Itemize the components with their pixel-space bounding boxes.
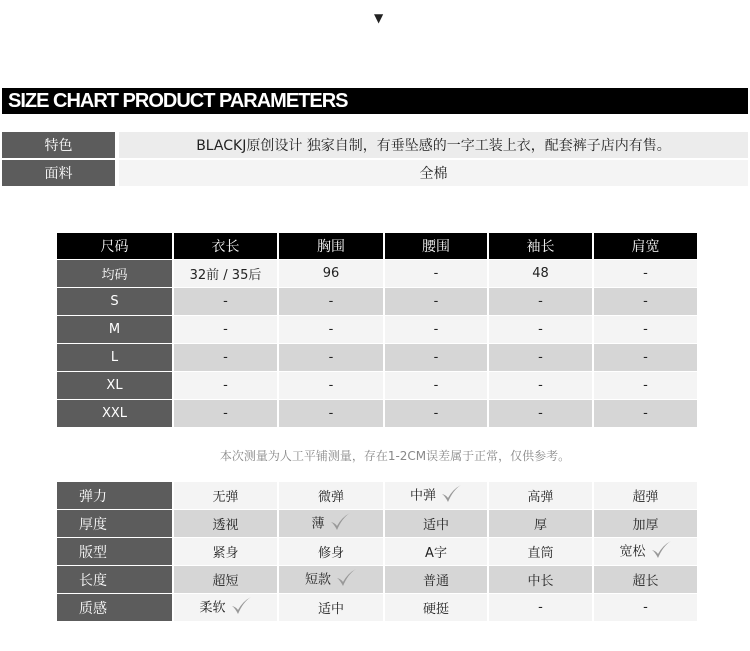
table-cell: -: [384, 316, 488, 344]
attribute-option: [173, 566, 278, 594]
table-cell: -: [173, 288, 278, 316]
attribute-option: [488, 538, 593, 566]
checkmark-icon: [650, 540, 672, 564]
info-value: BLACKJ原创设计 独家自制，有垂坠感的一字工装上衣，配套裤子店内有售。: [117, 132, 748, 159]
attribute-option: [173, 594, 278, 622]
option-text: 普通: [422, 574, 449, 589]
attribute-label: 弹力: [57, 482, 173, 510]
table-cell: -: [593, 316, 697, 344]
info-label: 面料: [2, 159, 117, 187]
attribute-option: [488, 510, 593, 538]
attribute-option: [488, 482, 593, 510]
size-label: XXL: [57, 400, 173, 428]
table-cell: -: [593, 344, 697, 372]
table-cell: -: [173, 372, 278, 400]
attribute-option: [173, 482, 278, 510]
checkmark-icon: [230, 596, 252, 620]
measurement-note: 本次测量为人工平铺测量，存在1-2CM误差属于正常，仅供参考。: [219, 449, 571, 463]
option-text: -: [643, 600, 648, 615]
attribute-row: [57, 538, 697, 566]
option-text: 短款: [304, 572, 331, 587]
table-cell: -: [173, 344, 278, 372]
title-bar: [2, 88, 748, 114]
size-label: M: [57, 316, 173, 344]
table-cell: -: [173, 400, 278, 428]
info-row-feature: [2, 132, 748, 159]
attribute-option: [488, 566, 593, 594]
table-cell: 48: [488, 260, 593, 288]
attribute-label: 版型: [57, 538, 173, 566]
column-header: 肩宽: [593, 233, 697, 260]
attribute-option: [384, 594, 488, 622]
attribute-option: [173, 510, 278, 538]
table-cell: -: [593, 260, 697, 288]
info-label: 特色: [2, 132, 117, 159]
column-header: 胸围: [278, 233, 384, 260]
attribute-label: 质感: [57, 594, 173, 622]
attribute-option: [488, 594, 593, 622]
attribute-option: [173, 538, 278, 566]
attribute-table: [57, 482, 697, 622]
table-cell: -: [278, 372, 384, 400]
size-label: S: [57, 288, 173, 316]
option-text: 紧身: [212, 546, 239, 561]
table-cell: -: [384, 288, 488, 316]
info-row-fabric: [2, 159, 748, 187]
down-arrow-icon: ▼: [374, 11, 384, 25]
table-cell: -: [384, 400, 488, 428]
attribute-label: 厚度: [57, 510, 173, 538]
table-cell: -: [384, 260, 488, 288]
option-text: 微弹: [317, 490, 344, 505]
table-cell: -: [593, 400, 697, 428]
attribute-option: [384, 538, 488, 566]
size-label: 均码: [57, 260, 173, 288]
attribute-row: [57, 482, 697, 510]
table-cell: 32前 / 35后: [173, 260, 278, 288]
option-text: 厚: [533, 518, 547, 533]
option-text: -: [538, 600, 543, 615]
info-value: 全棉: [117, 159, 748, 187]
option-text: 中长: [527, 574, 554, 589]
column-header: 袖长: [488, 233, 593, 260]
option-text: 宽松: [619, 544, 646, 559]
option-text: 适中: [317, 602, 344, 617]
option-text: 超短: [212, 574, 239, 589]
attribute-row: [57, 594, 697, 622]
attribute-option: [593, 566, 697, 594]
table-cell: -: [593, 288, 697, 316]
option-text: 超弹: [632, 490, 659, 505]
checkmark-icon: [329, 512, 351, 536]
table-cell: -: [488, 316, 593, 344]
product-info-table: [2, 132, 748, 188]
option-text: 加厚: [632, 518, 659, 533]
attribute-option: [593, 510, 697, 538]
option-text: A字: [425, 546, 447, 561]
attribute-label: 长度: [57, 566, 173, 594]
table-row: [57, 316, 697, 344]
attribute-option: [278, 538, 384, 566]
section-title: SIZE CHART PRODUCT PARAMETERS: [8, 90, 348, 112]
attribute-option: [278, 566, 384, 594]
table-cell: 96: [278, 260, 384, 288]
checkmark-icon: [335, 568, 357, 592]
option-text: 硬挺: [422, 602, 449, 617]
column-header: 衣长: [173, 233, 278, 260]
table-row: [57, 400, 697, 428]
attribute-option: [278, 594, 384, 622]
option-text: 适中: [422, 518, 449, 533]
table-row: [57, 344, 697, 372]
table-cell: -: [278, 316, 384, 344]
option-text: 修身: [317, 546, 344, 561]
column-header: 尺码: [57, 233, 173, 260]
table-cell: -: [384, 344, 488, 372]
table-cell: -: [488, 344, 593, 372]
attribute-option: [384, 510, 488, 538]
table-cell: -: [593, 372, 697, 400]
table-cell: -: [173, 316, 278, 344]
option-text: 高弹: [527, 490, 554, 505]
table-row: [57, 372, 697, 400]
size-header-row: [57, 233, 697, 260]
option-text: 无弹: [212, 490, 239, 505]
attribute-option: [593, 538, 697, 566]
attribute-option: [278, 510, 384, 538]
table-cell: -: [278, 344, 384, 372]
size-label: L: [57, 344, 173, 372]
attribute-option: [593, 482, 697, 510]
table-cell: -: [278, 400, 384, 428]
size-chart-table: [57, 233, 697, 427]
checkmark-icon: [440, 484, 462, 508]
table-cell: -: [384, 372, 488, 400]
option-text: 柔软: [199, 600, 226, 615]
column-header: 腰围: [384, 233, 488, 260]
option-text: 直筒: [527, 546, 554, 561]
table-cell: -: [488, 288, 593, 316]
table-row: [57, 288, 697, 316]
attribute-option: [593, 594, 697, 622]
table-row: [57, 260, 697, 288]
option-text: 薄: [311, 516, 325, 531]
size-label: XL: [57, 372, 173, 400]
attribute-row: [57, 510, 697, 538]
attribute-option: [384, 482, 488, 510]
table-cell: -: [488, 400, 593, 428]
table-cell: -: [278, 288, 384, 316]
option-text: 中弹: [409, 488, 436, 503]
attribute-option: [384, 566, 488, 594]
option-text: 超长: [632, 574, 659, 589]
table-cell: -: [488, 372, 593, 400]
attribute-option: [278, 482, 384, 510]
option-text: 透视: [212, 518, 239, 533]
attribute-row: [57, 566, 697, 594]
